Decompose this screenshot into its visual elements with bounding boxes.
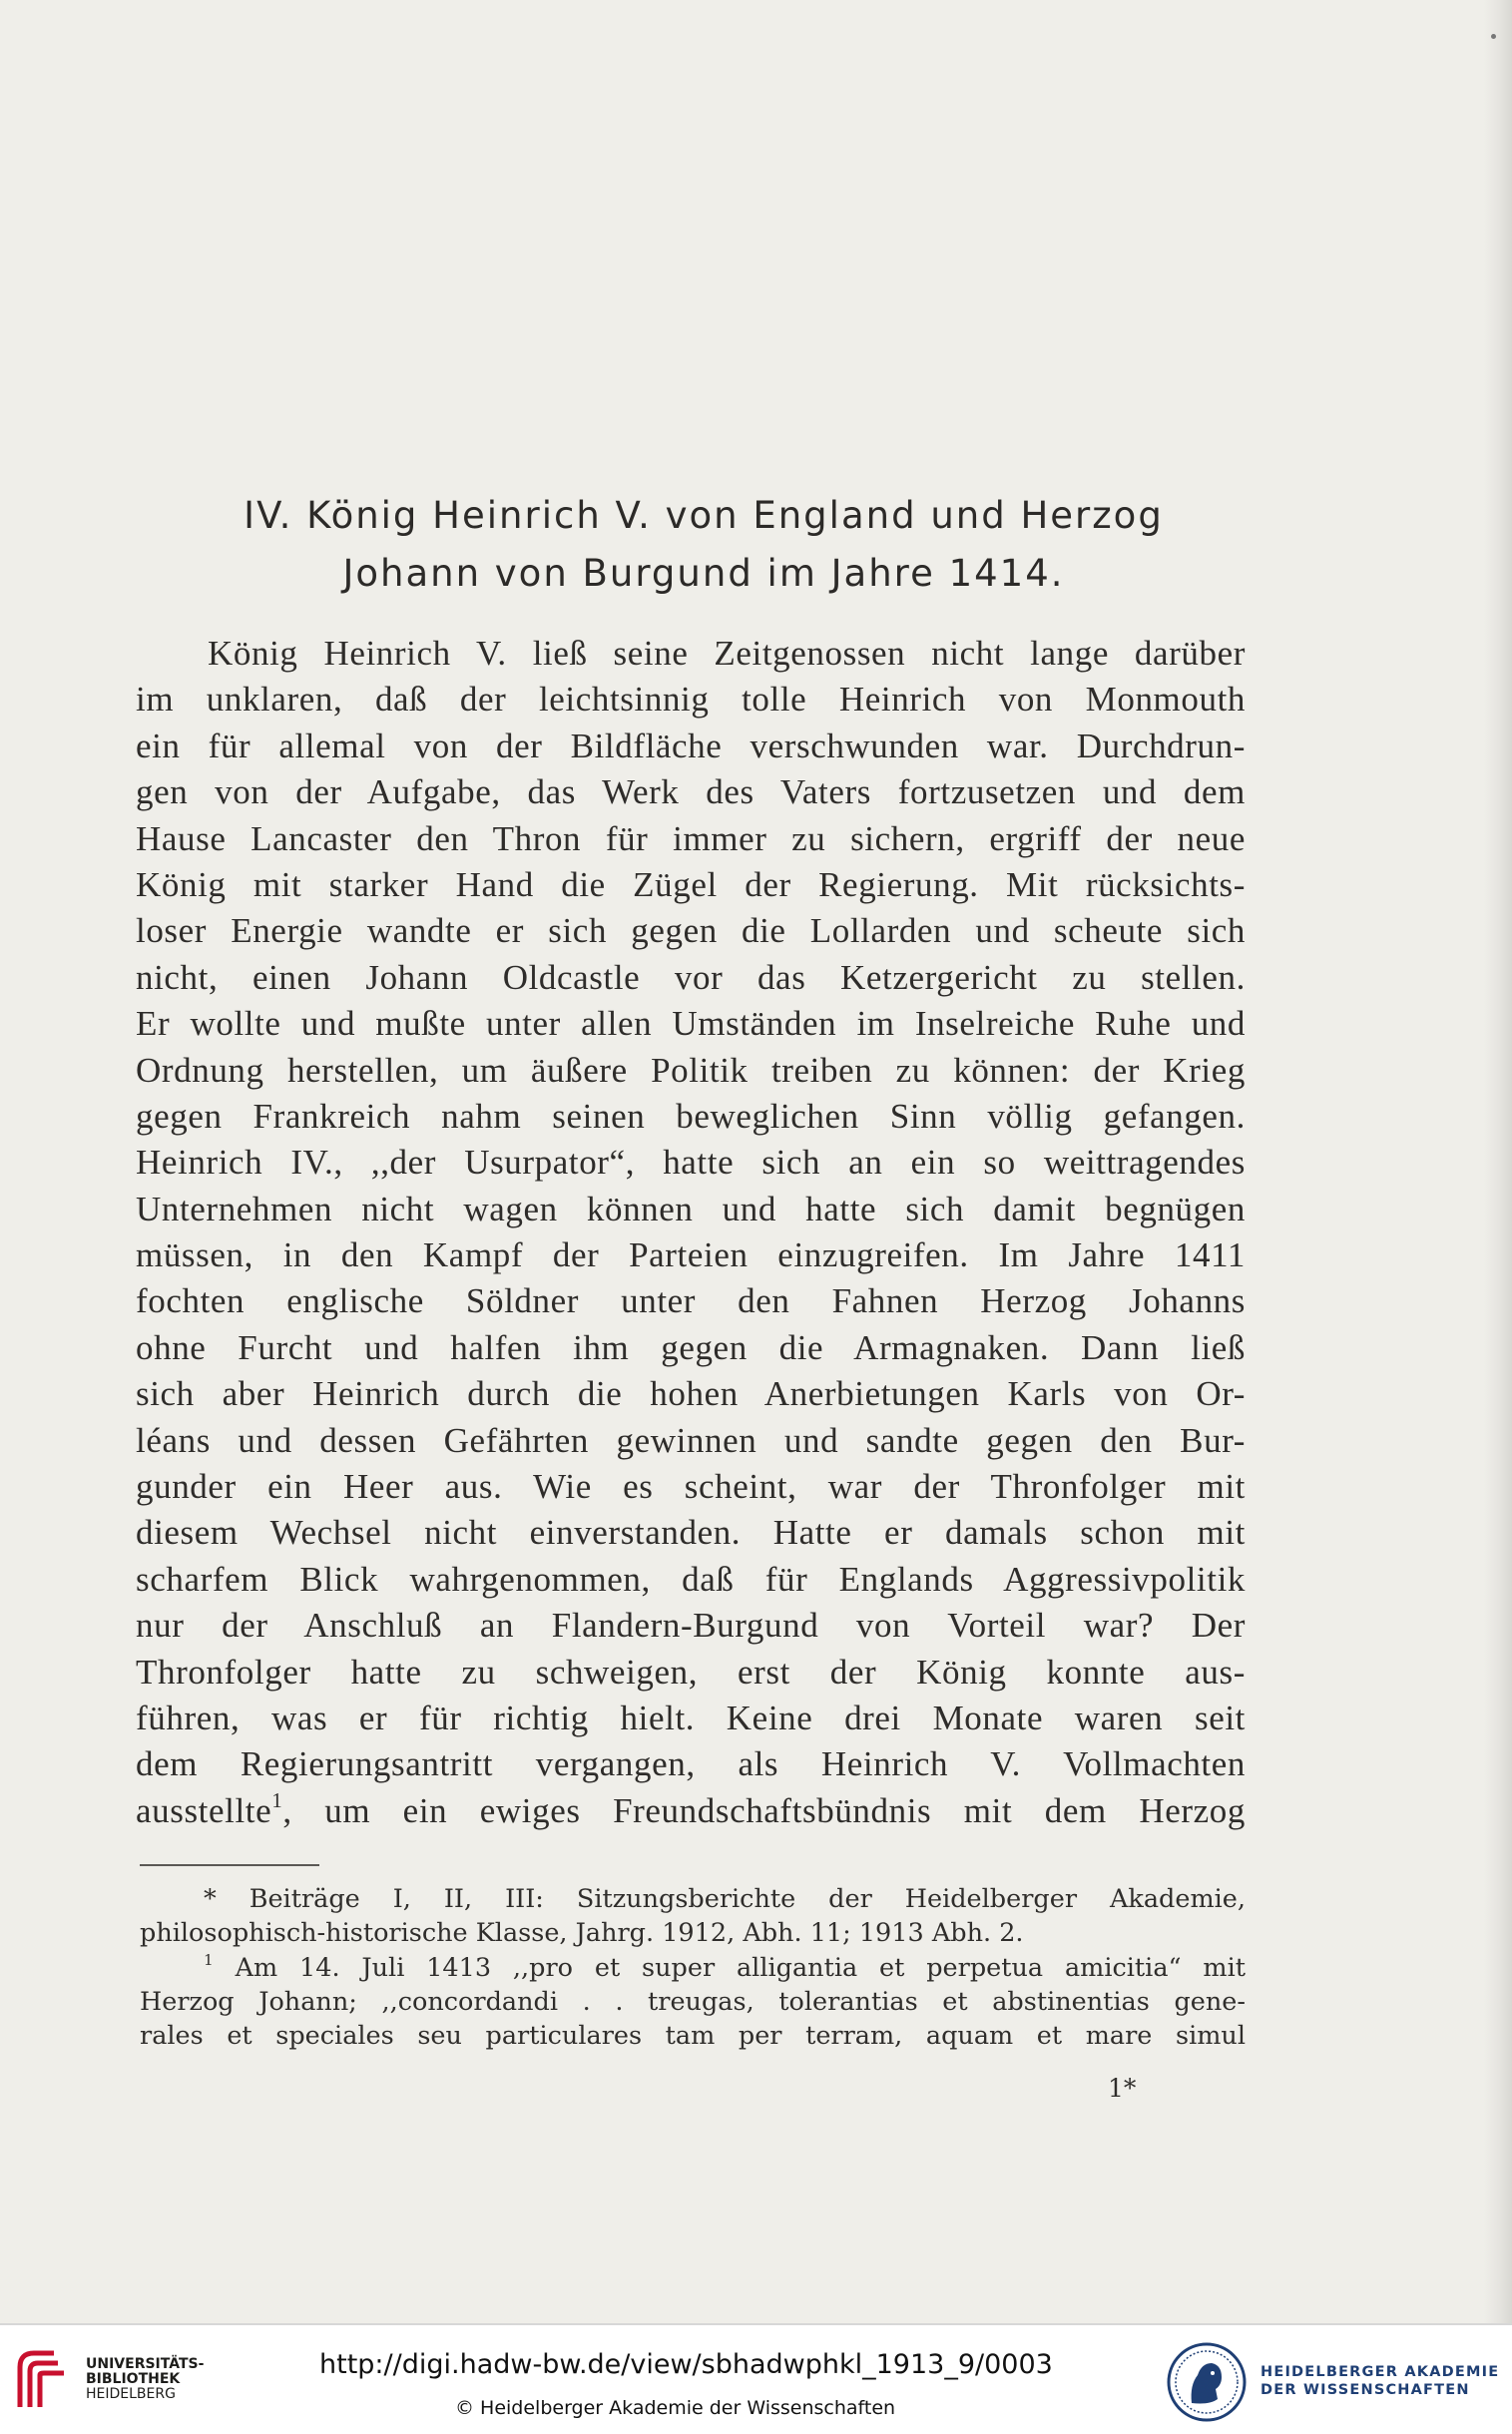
body-line: nur der Anschluß an Flandern-Burgund von Vorteil war? Der [136, 1606, 1246, 1646]
body-line: gegen Frankreich nahm seinen beweglichen Sinn völlig gefangen. [136, 1096, 1246, 1136]
footnote-1-text: Am 14. Juli 1413 ,,pro et super alligantia et perpetua amicitia“ mit [213, 1952, 1246, 1983]
body-line: Hause Lancaster den Thron für immer zu sichern, ergriff der neue [136, 818, 1246, 858]
printer-signature-mark: 1* [1108, 2074, 1137, 2103]
library-name-line-1: UNIVERSITÄTS- [86, 2356, 205, 2372]
library-name-line-3: HEIDELBERG [86, 2386, 176, 2402]
body-line: Heinrich IV., ,,der Usurpator“, hatte sich an ein so weittragendes [136, 1143, 1246, 1183]
footnote-1-line: Herzog Johann; ,,concordandi . . treugas, tolerantias et abstinentias gene- [140, 1986, 1246, 2017]
body-line: scharfem Blick wahrgenommen, daß für Englands Aggressivpolitik [136, 1559, 1246, 1599]
body-line: gunder ein Heer aus. Wie es scheint, war der Thronfolger mit [136, 1467, 1246, 1507]
permalink-url[interactable]: http://digi.hadw-bw.de/view/sbhadwphkl_1913_9/0003 [319, 2349, 1053, 2380]
body-line: loser Energie wandte er sich gegen die Lollarden und scheute sich [136, 911, 1246, 951]
footnote-star-line: * Beiträge I, II, III: Sitzungsberichte der Heidelberger Akademie, [204, 1884, 1246, 1914]
copyright-notice: © Heidelberger Akademie der Wissenschaften [455, 2397, 896, 2419]
body-line: König Heinrich V. ließ seine Zeitgenossen nicht lange darüber [208, 634, 1246, 673]
ub-heidelberg-logo-icon[interactable] [14, 2345, 74, 2415]
body-line: führen, was er für richtig hielt. Keine drei Monate waren seit [136, 1698, 1246, 1737]
body-line: Thronfolger hatte zu schweigen, erst der König konnte aus- [136, 1652, 1246, 1692]
footnotes [140, 1882, 1246, 2053]
page-edge-shadow [1484, 0, 1512, 2323]
footnote-1-line: rales et speciales seu particulares tam per terram, aquam et mare simul [140, 2021, 1246, 2052]
body-line-last [136, 1788, 1246, 1834]
chapter-title-line-1: IV. König Heinrich V. von England und Herzog [244, 494, 1164, 537]
body-line: müssen, in den Kampf der Parteien einzugreifen. Im Jahre 1411 [136, 1235, 1246, 1275]
body-paragraph [136, 631, 1246, 1834]
footnote-1-line [140, 1951, 1246, 1985]
body-last-after: , um ein ewiges Freundschaftsbündnis mit dem Herzog [282, 1790, 1246, 1830]
body-line: léans und dessen Gefährten gewinnen und sandte gegen den Bur- [136, 1420, 1246, 1460]
academy-name-line-2: DER WISSENSCHAFTEN [1260, 2382, 1470, 2398]
body-last-before: ausstellte [136, 1790, 272, 1830]
body-line: Unternehmen nicht wagen können und hatte sich damit begnügen [136, 1189, 1246, 1228]
body-line: ohne Furcht und halfen ihm gegen die Armagnaken. Dann ließ [136, 1327, 1246, 1367]
hadw-seal-logo-icon[interactable] [1166, 2341, 1248, 2423]
chapter-title-line-2: Johann von Burgund im Jahre 1414. [342, 552, 1065, 595]
footnote-ref-1: 1 [271, 1788, 283, 1813]
library-name-line-2: BIBLIOTHEK [86, 2371, 181, 2387]
body-line: im unklaren, daß der leichtsinnig tolle Heinrich von Monmouth [136, 680, 1246, 720]
footnote-rule [140, 1864, 319, 1866]
footnote-1-marker: 1 [204, 1950, 214, 1969]
body-line: nicht, einen Johann Oldcastle vor das Ketzergericht zu stellen. [136, 957, 1246, 997]
body-line: gen von der Aufgabe, das Werk des Vaters fortzusetzen und dem [136, 772, 1246, 812]
academy-name-line-1: HEIDELBERGER AKADEMIE [1260, 2364, 1500, 2380]
viewer-footer-bar [0, 2323, 1512, 2434]
body-line: dem Regierungsantritt vergangen, als Heinrich V. Vollmachten [136, 1744, 1246, 1784]
footnote-star-line: philosophisch-historische Klasse, Jahrg. 1912, Abh. 11; 1913 Abh. 2. [140, 1918, 1024, 1949]
body-line: sich aber Heinrich durch die hohen Anerbietungen Karls von Or- [136, 1374, 1246, 1414]
chapter-title [130, 487, 1277, 603]
library-name [86, 2357, 204, 2402]
body-line: Er wollte und mußte unter allen Umständen im Inselreiche Ruhe und [136, 1004, 1246, 1044]
body-line: ein für allemal von der Bildfläche verschwunden war. Durchdrun- [136, 726, 1246, 765]
body-line: fochten englische Söldner unter den Fahnen Herzog Johanns [136, 1281, 1246, 1321]
body-line: diesem Wechsel nicht einverstanden. Hatte er damals schon mit [136, 1513, 1246, 1553]
academy-name [1260, 2363, 1499, 2399]
body-line: König mit starker Hand die Zügel der Regierung. Mit rücksichts- [136, 864, 1246, 904]
body-line: Ordnung herstellen, um äußere Politik treiben zu können: der Krieg [136, 1050, 1246, 1090]
scan-speck [1491, 34, 1496, 39]
